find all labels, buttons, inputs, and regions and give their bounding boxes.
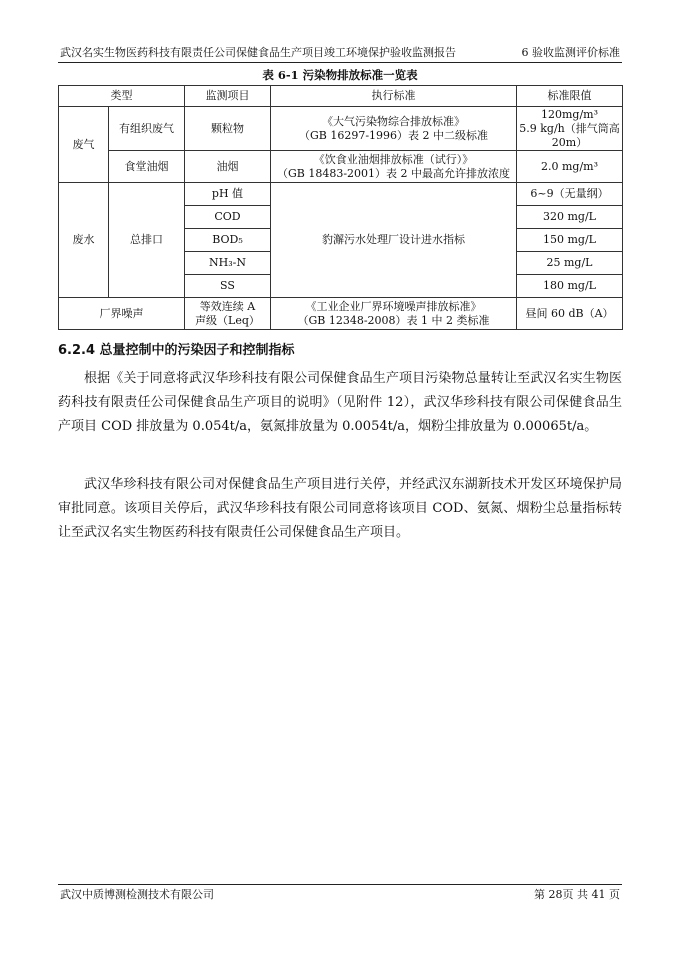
subtype-cell: 有组织废气 xyxy=(109,107,185,151)
category-cell: 废气 xyxy=(59,107,109,183)
subtype-cell: 总排口 xyxy=(109,183,185,298)
item-cell: SS xyxy=(185,275,271,298)
column-header-type: 类型 xyxy=(59,86,185,107)
limit-cell: 2.0 mg/m³ xyxy=(517,151,623,183)
limit-cell: 昼间 60 dB（A） xyxy=(517,298,623,330)
limit-cell: 320 mg/L xyxy=(517,206,623,229)
item-cell: BOD₅ xyxy=(185,229,271,252)
column-header-item: 监测项目 xyxy=(185,86,271,107)
report-title: 武汉名实生物医药科技有限责任公司保健食品生产项目竣工环境保护验收监测报告 xyxy=(60,46,456,59)
item-cell: 油烟 xyxy=(185,151,271,183)
column-header-limit: 标准限值 xyxy=(517,86,623,107)
body-paragraph: 根据《关于同意将武汉华珍科技有限公司保健食品生产项目污染物总量转让至武汉名实生物医药科技有限责任公司保健食品生产项目的说明》（见附件 12），武汉华珍科技有限公司保健食品生产项目 COD 排放量为 0.054t/a，氨氮排放量为 0.0054t/a，烟粉尘排放量为 0.00065t/a。 xyxy=(58,371,622,434)
body-paragraph: 武汉华珍科技有限公司对保健食品生产项目进行关停，并经武汉东湖新技术开发区环境保护局审批同意。该项目关停后，武汉华珍科技有限公司同意将该项目 COD、氨氮、烟粉尘总量指标转让至武汉名实生物医药科技有限责任公司保健食品生产项目。 xyxy=(58,477,622,540)
table-header-row xyxy=(59,86,623,107)
item-line: 等效连续 A xyxy=(199,299,256,313)
standard-line: 《饮食业油烟排放标准（试行）》 xyxy=(313,152,474,166)
category-cell: 厂界噪声 xyxy=(59,298,185,330)
emission-standards-table xyxy=(58,85,623,330)
page-header xyxy=(58,44,622,63)
table-row xyxy=(59,298,623,330)
limit-cell: 180 mg/L xyxy=(517,275,623,298)
standard-line: 《大气污染物综合排放标准》 xyxy=(322,114,465,128)
section-heading: 6.2.4 总量控制中的污染因子和控制指标 xyxy=(58,343,295,358)
standard-line: （GB 16297-1996）表 2 中二级标准 xyxy=(298,128,489,142)
standard-line: （GB 12348-2008）表 1 中 2 类标准 xyxy=(297,313,490,327)
standard-line: 《工业企业厂界环境噪声排放标准》 xyxy=(305,299,482,313)
standard-cell: 豹澥污水处理厂设计进水指标 xyxy=(271,183,517,298)
item-cell: pH 值 xyxy=(185,183,271,206)
item-line: 声级（Leq） xyxy=(195,313,260,327)
limit-line: 120mg/m³ xyxy=(540,107,598,121)
category-cell: 废水 xyxy=(59,183,109,298)
standard-cell xyxy=(271,151,517,183)
standard-line: （GB 18483-2001）表 2 中最高允许排放浓度 xyxy=(276,166,511,180)
chapter-title: 6 验收监测评价标准 xyxy=(521,46,620,59)
subtype-cell: 食堂油烟 xyxy=(109,151,185,183)
standard-cell xyxy=(271,107,517,151)
item-cell: NH₃-N xyxy=(185,252,271,275)
limit-cell: 6~9（无量纲） xyxy=(517,183,623,206)
table-row xyxy=(59,107,623,151)
company-name: 武汉中质博测检测技术有限公司 xyxy=(60,888,214,901)
limit-cell: 25 mg/L xyxy=(517,252,623,275)
item-cell xyxy=(185,298,271,330)
item-cell: 颗粒物 xyxy=(185,107,271,151)
limit-cell: 150 mg/L xyxy=(517,229,623,252)
standard-cell xyxy=(271,298,517,330)
table-caption: 表 6-1 污染物排放标准一览表 xyxy=(262,68,418,82)
table-row xyxy=(59,183,623,206)
table-row xyxy=(59,151,623,183)
page-number: 第 28页 共 41 页 xyxy=(534,888,620,901)
limit-line: 20m） xyxy=(551,135,588,149)
limit-cell xyxy=(517,107,623,151)
page-footer xyxy=(58,884,622,903)
item-cell: COD xyxy=(185,206,271,229)
column-header-standard: 执行标准 xyxy=(271,86,517,107)
limit-line: 5.9 kg/h（排气筒高 xyxy=(519,121,620,135)
